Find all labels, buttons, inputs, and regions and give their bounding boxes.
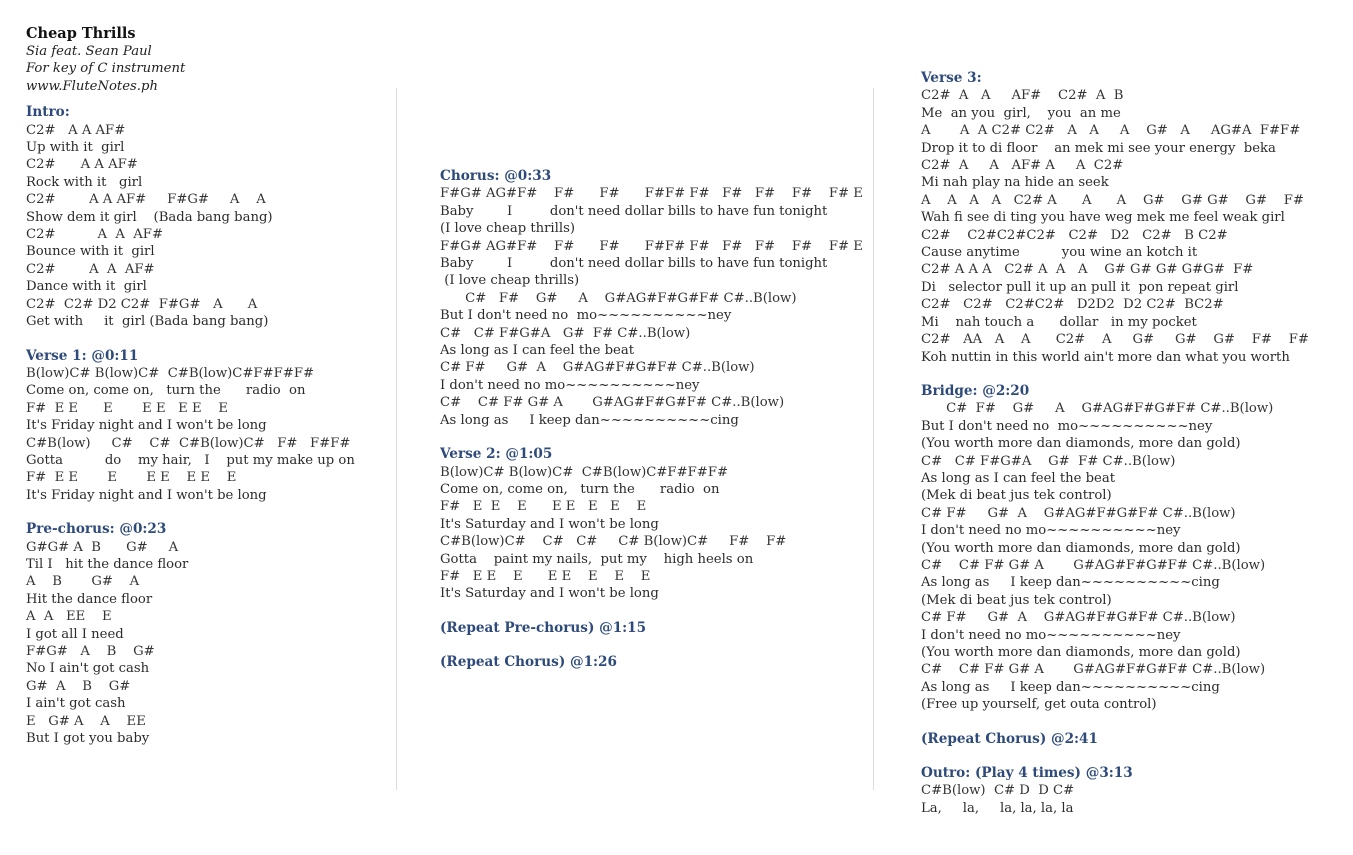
column-divider (873, 88, 874, 790)
column-right (921, 70, 1341, 817)
lyrics-line: Til I hit the dance floor (26, 556, 189, 572)
notes-line: C#B(low)C# C# C# C# B(low)C# F# F# (440, 534, 787, 550)
lyrics-line: I got all I need (26, 626, 124, 642)
notes-line: C2# A A AF# (26, 261, 155, 277)
lyrics-line: (You worth more dan diamonds, more dan gold) (921, 540, 1241, 556)
lyrics-line: Koh nuttin in this world ain't more dan what you worth (921, 349, 1290, 365)
notes-line: C# F# G# A G#AG#F#G#F# C#..B(low) (440, 290, 797, 306)
notes-line: A A A A C2# A A A G# G# G# G# F# (921, 192, 1304, 208)
lyrics-line: Bounce with it girl (26, 244, 155, 260)
lyrics-line: Baby I don't need dollar bills to have fun tonight (440, 256, 828, 272)
lyrics-line: Gotta paint my nails, put my high heels on (440, 551, 754, 567)
section-title: Verse 2: @1:05 (440, 446, 553, 463)
lyrics-line: (Free up yourself, get outa control) (921, 697, 1157, 713)
lyrics-line: (You worth more dan diamonds, more dan gold) (921, 645, 1241, 660)
section-title: Bridge: @2:20 (921, 382, 1030, 399)
notes-line: C2# A A AF# (26, 122, 126, 138)
lyrics-line: It's Friday night and I won't be long (26, 418, 267, 434)
song-section (921, 765, 1341, 817)
notes-line: A A EE E (26, 609, 112, 625)
song-section (440, 168, 863, 429)
song-section (26, 104, 386, 330)
lyrics-line: No I ain't got cash (26, 661, 150, 677)
lyrics-line: As long as I keep dan~~~~~~~~~~cing (440, 412, 739, 428)
notes-line: C2# A A AF# (26, 227, 163, 243)
notes-line: F#G# AG#F# F# F# F#F# F# F# F# F# F# E (440, 238, 863, 254)
lyrics-line: La, la, la, la, la, la (921, 800, 1074, 816)
notes-line: B(low)C# B(low)C# C#B(low)C#F#F#F# (26, 365, 315, 381)
lyrics-line: Drop it to di floor an mek mi see your energy beka (921, 140, 1276, 156)
lyrics-line: But I got you baby (26, 731, 150, 747)
lyrics-line: (I love cheap thrills) (440, 221, 575, 237)
song-section (921, 731, 1341, 748)
notes-line: C# C# F#G#A G# F# C#..B(low) (440, 325, 691, 341)
notes-line: A A A C2# C2# A A A G# A AG#A F#F# (921, 123, 1301, 139)
notes-line: B(low)C# B(low)C# C#B(low)C#F#F#F# (440, 464, 729, 480)
notes-line: C#B(low) C# D D C# (921, 783, 1075, 799)
instrument-key: For key of C instrument (26, 61, 186, 77)
section-title: (Repeat Chorus) @2:41 (921, 730, 1098, 747)
website-credit: www.FluteNotes.ph (26, 78, 158, 94)
lyrics-line: It's Friday night and I won't be long (26, 487, 267, 503)
notes-line: F# E E E E E E E E (440, 499, 647, 515)
lyrics-line: It's Saturday and I won't be long (440, 516, 659, 532)
song-section (440, 620, 860, 637)
lyrics-line: I ain't got cash (26, 696, 126, 712)
section-title: Verse 3: (921, 70, 982, 86)
lyrics-line: I don't need no mo~~~~~~~~~~ney (440, 377, 700, 393)
notes-line: C2# C2# C2#C2# D2D2 D2 C2# BC2# (921, 297, 1224, 313)
notes-line: F#G# A B G# (26, 644, 155, 659)
lyrics-line: Hit the dance floor (26, 591, 153, 607)
lyrics-line: Come on, come on, turn the radio on (440, 481, 720, 497)
lyrics-line: Mi nah play na hide an seek (921, 175, 1109, 191)
section-title: Intro: (26, 104, 70, 121)
lyrics-line: (Mek di beat jus tek control) (921, 488, 1112, 504)
notes-line: G# A B G# (26, 678, 131, 694)
lyrics-line: (Mek di beat jus tek control) (921, 592, 1112, 608)
lyrics-line: Cause anytime you wine an kotch it (921, 245, 1198, 261)
lyrics-line: Rock with it girl (26, 174, 143, 190)
notes-line: C2# A A AF# C2# A B (921, 88, 1124, 104)
lyrics-line: Dance with it girl (26, 279, 147, 295)
lyrics-line: Show dem it girl (Bada bang bang) (26, 209, 273, 225)
lyrics-line: But I don't need no mo~~~~~~~~~~ney (921, 418, 1213, 434)
notes-line: C# C# F#G#A G# F# C#..B(low) (921, 453, 1176, 469)
lyrics-line: Wah fi see di ting you have weg mek me feel weak girl (921, 210, 1285, 226)
notes-line: C2# A A AF# A A C2# (921, 158, 1124, 174)
song-section (26, 348, 386, 505)
section-title: Pre-chorus: @0:23 (26, 521, 167, 538)
section-title: (Repeat Pre-chorus) @1:15 (440, 619, 647, 636)
section-title: (Repeat Chorus) @1:26 (440, 654, 617, 671)
lyrics-line: As long as I keep dan~~~~~~~~~~cing (921, 679, 1220, 695)
song-artist: Sia feat. Sean Paul (26, 44, 152, 59)
notes-line: C#B(low) C# C# C#B(low)C# F# F#F# (26, 435, 351, 451)
lyrics-line: Baby I don't need dollar bills to have fun tonight (440, 203, 828, 219)
notes-line: C2# C2# D2 C2# F#G# A A (26, 296, 258, 312)
section-title: Verse 1: @0:11 (26, 347, 139, 364)
column-left (26, 25, 386, 747)
notes-line: F# E E E E E E E E (440, 568, 651, 584)
notes-line: G#G# A B G# A (26, 539, 179, 555)
song-title: Cheap Thrills (26, 25, 136, 42)
song-section (921, 383, 1341, 714)
notes-line: C# F# G# A G#AG#F#G#F# C#..B(low) (921, 401, 1274, 417)
notes-line: C2# A A A C2# A A A G# G# G# G#G# F# (921, 262, 1254, 278)
column-divider (396, 88, 397, 790)
lyrics-line: But I don't need no mo~~~~~~~~~~ney (440, 308, 732, 324)
lyrics-line: Mi nah touch a dollar in my pocket (921, 314, 1197, 330)
lyrics-line: It's Saturday and I won't be long (440, 586, 659, 602)
lyrics-line: Get with it girl (Bada bang bang) (26, 314, 269, 330)
lyrics-line: (I love cheap thrills) (440, 273, 580, 289)
notes-line: C# F# G# A G#AG#F#G#F# C#..B(low) (440, 360, 755, 376)
section-title: Chorus: @0:33 (440, 168, 552, 184)
lyrics-line: Di selector pull it up an pull it pon repeat girl (921, 279, 1239, 295)
lyrics-line: Up with it girl (26, 140, 125, 156)
notes-line: F# E E E E E E E E (26, 470, 237, 486)
song-section (440, 654, 860, 671)
notes-line: C# C# F# G# A G#AG#F#G#F# C#..B(low) (921, 662, 1266, 678)
notes-line: C2# C2#C2#C2# C2# D2 C2# B C2# (921, 227, 1228, 243)
lyrics-line: (You worth more dan diamonds, more dan gold) (921, 436, 1241, 452)
notes-line: C2# A A AF# (26, 157, 138, 173)
notes-line: F#G# AG#F# F# F# F#F# F# F# F# F# F# E (440, 186, 863, 202)
song-header (26, 25, 386, 95)
notes-line: A B G# A (26, 574, 140, 590)
column-middle (440, 168, 863, 672)
notes-line: C# F# G# A G#AG#F#G#F# C#..B(low) (921, 610, 1236, 626)
notes-line: C# C# F# G# A G#AG#F#G#F# C#..B(low) (440, 395, 785, 411)
lyrics-line: Me an you girl, you an me (921, 105, 1121, 121)
lyrics-line: As long as I keep dan~~~~~~~~~~cing (921, 575, 1220, 591)
song-section (26, 521, 386, 747)
notes-line: C# C# F# G# A G#AG#F#G#F# C#..B(low) (921, 557, 1266, 573)
section-title: Outro: (Play 4 times) @3:13 (921, 765, 1133, 782)
notes-line: C2# A A AF# F#G# A A (26, 192, 266, 208)
song-section (921, 70, 1341, 366)
lyrics-line: Come on, come on, turn the radio on (26, 383, 306, 399)
lyrics-line: I don't need no mo~~~~~~~~~~ney (921, 523, 1181, 539)
lyrics-line: As long as I can feel the beat (921, 470, 1116, 486)
lyrics-line: Gotta do my hair, I put my make up on (26, 452, 355, 468)
notes-line: C# F# G# A G#AG#F#G#F# C#..B(low) (921, 505, 1236, 521)
notes-line: C2# AA A A C2# A G# G# G# F# F# (921, 332, 1309, 348)
song-section (440, 446, 860, 603)
notes-line: E G# A A EE (26, 713, 146, 729)
notes-line: F# E E E E E E E E (26, 400, 229, 416)
lyrics-line: As long as I can feel the beat (440, 343, 635, 359)
lyrics-line: I don't need no mo~~~~~~~~~~ney (921, 627, 1181, 643)
